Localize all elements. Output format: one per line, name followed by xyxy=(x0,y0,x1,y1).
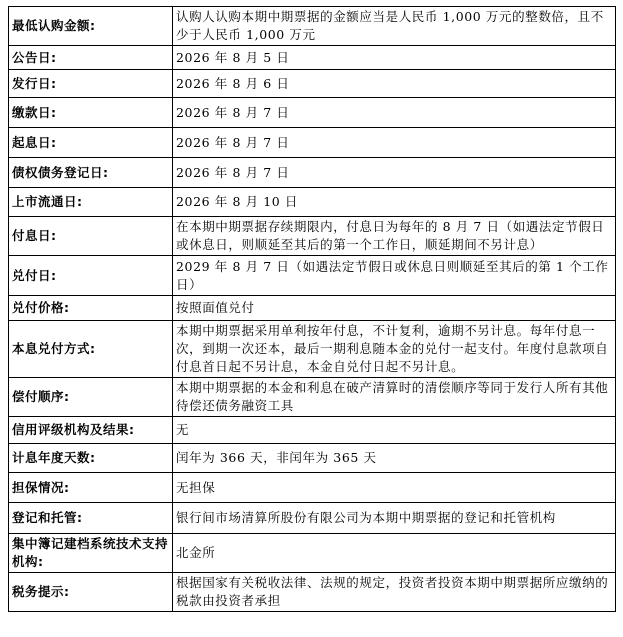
row-value-interest-payment-date: 在本期中期票据存续期限内，付息日为每年的 8 月 7 日（如遇法定节假日或休息日，则顺延至其后的第一个工作日，顺延期间不另计息） xyxy=(173,217,616,256)
table-row xyxy=(9,378,616,417)
row-value-payment-date: 2026 年 8 月 7 日 xyxy=(173,98,616,128)
table-row xyxy=(9,188,616,217)
row-value-redemption-price: 按照面值兑付 xyxy=(173,296,616,321)
row-value-value-date: 2026 年 8 月 7 日 xyxy=(173,128,616,158)
table-row xyxy=(9,70,616,98)
terms-table xyxy=(8,6,616,612)
row-value-repayment-order: 本期中期票据的本金和利息在破产清算时的清偿顺序等同于发行人所有其他待偿还债务融资工具 xyxy=(173,378,616,417)
row-value-minimum-subscription: 认购人认购本期中期票据的金额应当是人民币 1,000 万元的整数倍，且不少于人民币 1,000 万元 xyxy=(173,7,616,46)
row-value-bookbuilding-support: 北金所 xyxy=(173,534,616,573)
row-label-payment-date: 缴款日: xyxy=(9,98,173,128)
row-value-announcement-date: 2026 年 8 月 5 日 xyxy=(173,46,616,70)
row-label-issue-date: 发行日: xyxy=(9,70,173,98)
row-label-announcement-date: 公告日: xyxy=(9,46,173,70)
row-value-guarantee: 无担保 xyxy=(173,473,616,503)
row-label-bookbuilding-support: 集中簿记建档系统技术支持机构: xyxy=(9,534,173,573)
row-label-value-date: 起息日: xyxy=(9,128,173,158)
table-row xyxy=(9,321,616,378)
table-row xyxy=(9,473,616,503)
table-row xyxy=(9,158,616,188)
table-row xyxy=(9,7,616,46)
row-value-repayment-method: 本期中期票据采用单利按年付息，不计复利，逾期不另计息。每年付息一次，到期一次还本，最后一期利息随本金的兑付一起支付。年度付息款项自付息首日起不另计息，本金自兑付日起不另计息。 xyxy=(173,321,616,378)
row-label-credit-rating: 信用评级机构及结果: xyxy=(9,417,173,444)
row-label-registration-date: 债权债务登记日: xyxy=(9,158,173,188)
row-value-credit-rating: 无 xyxy=(173,417,616,444)
row-label-repayment-order: 偿付顺序: xyxy=(9,378,173,417)
table-row xyxy=(9,217,616,256)
table-row xyxy=(9,534,616,573)
row-label-redemption-date: 兑付日: xyxy=(9,256,173,296)
table-row xyxy=(9,256,616,296)
row-value-registration-date: 2026 年 8 月 7 日 xyxy=(173,158,616,188)
row-label-tax-notice: 税务提示: xyxy=(9,573,173,612)
table-row xyxy=(9,128,616,158)
row-value-listing-date: 2026 年 8 月 10 日 xyxy=(173,188,616,217)
table-row xyxy=(9,503,616,534)
row-label-repayment-method: 本息兑付方式: xyxy=(9,321,173,378)
row-value-day-count: 闰年为 366 天，非闰年为 365 天 xyxy=(173,444,616,473)
row-label-listing-date: 上市流通日: xyxy=(9,188,173,217)
row-label-guarantee: 担保情况: xyxy=(9,473,173,503)
row-label-redemption-price: 兑付价格: xyxy=(9,296,173,321)
table-row xyxy=(9,46,616,70)
table-row xyxy=(9,444,616,473)
row-value-redemption-date: 2029 年 8 月 7 日（如遇法定节假日或休息日则顺延至其后的第 1 个工作日） xyxy=(173,256,616,296)
table-row xyxy=(9,98,616,128)
row-value-issue-date: 2026 年 8 月 6 日 xyxy=(173,70,616,98)
row-label-interest-payment-date: 付息日: xyxy=(9,217,173,256)
row-value-tax-notice: 根据国家有关税收法律、法规的规定，投资者投资本期中期票据所应缴纳的税款由投资者承担 xyxy=(173,573,616,612)
table-row xyxy=(9,573,616,612)
row-value-custody: 银行间市场清算所股份有限公司为本期中期票据的登记和托管机构 xyxy=(173,503,616,534)
row-label-minimum-subscription: 最低认购金额: xyxy=(9,7,173,46)
row-label-day-count: 计息年度天数: xyxy=(9,444,173,473)
table-row xyxy=(9,417,616,444)
row-label-custody: 登记和托管: xyxy=(9,503,173,534)
table-row xyxy=(9,296,616,321)
